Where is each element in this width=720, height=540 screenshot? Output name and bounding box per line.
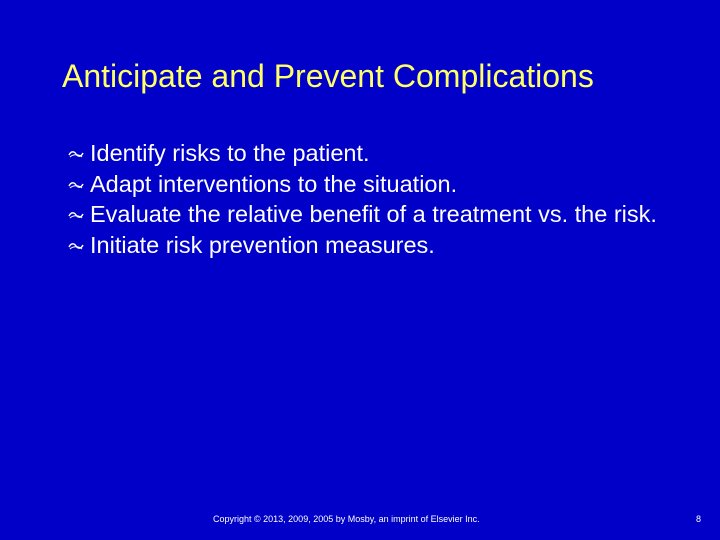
bullet-item — [72, 169, 692, 200]
bullet-text: Identify risks to the patient. — [90, 140, 370, 166]
bullet-ornament-icon — [68, 210, 84, 220]
bullet-ornament-icon — [68, 149, 84, 159]
copyright-notice: Copyright © 2013, 2009, 2005 by Mosby, an imprint of Elsevier Inc. — [213, 514, 480, 524]
bullet-ornament-icon — [68, 241, 84, 251]
bullet-text: Evaluate the relative benefit of a treatment vs. the risk. — [90, 201, 657, 227]
bullet-item — [72, 138, 692, 169]
bullet-item — [72, 230, 692, 261]
bullet-text: Adapt interventions to the situation. — [90, 170, 458, 197]
bullet-list — [72, 138, 692, 260]
slide-title: Anticipate and Prevent Complications — [62, 58, 594, 94]
bullet-ornament-icon — [68, 180, 84, 190]
bullet-text: Initiate risk prevention measures. — [90, 231, 435, 258]
bullet-item — [72, 199, 692, 230]
slide-footer — [0, 514, 720, 528]
page-number: 8 — [695, 514, 701, 524]
